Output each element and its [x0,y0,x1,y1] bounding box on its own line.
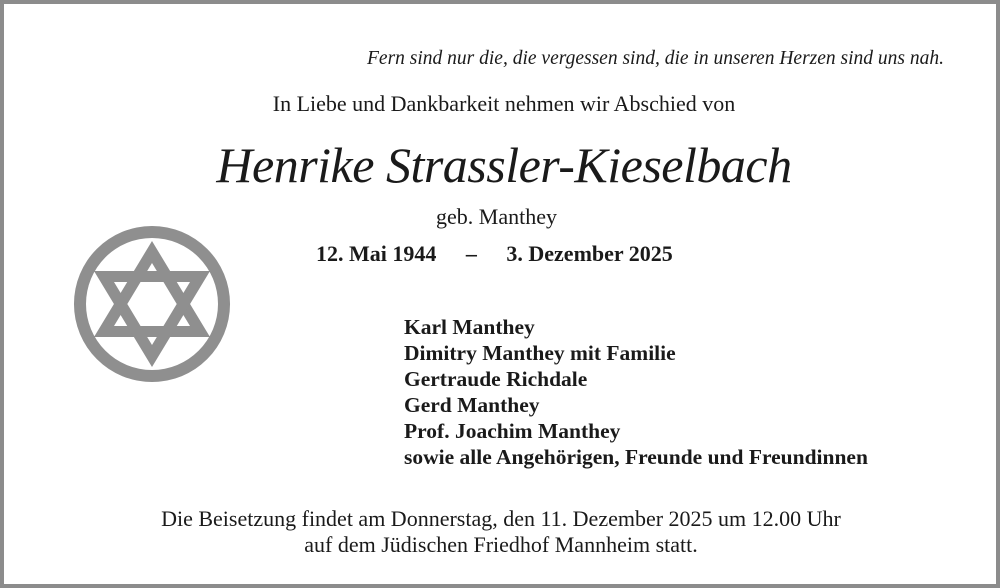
deceased-name: Henrike Strassler-Kieselbach [216,137,792,193]
funeral-notice-line-2: auf dem Jüdischen Friedhof Mannheim statt. [304,532,698,557]
mourner-item: Gertraude Richdale [404,367,588,391]
date-separator: – [465,241,477,266]
intro-text: In Liebe und Dankbarkeit nehmen wir Abschied von [272,91,736,116]
maiden-name: geb. Manthey [436,204,557,229]
mourner-item: sowie alle Angehörigen, Freunde und Freundinnen [404,445,868,469]
life-dates [316,241,673,267]
motto-quote: Fern sind nur die, die vergessen sind, die in unseren Herzen sind uns nah. [367,48,944,69]
death-date: 3. Dezember 2025 [506,241,673,266]
birth-date: 12. Mai 1944 [316,241,437,266]
mourners-list [404,314,868,470]
intro-line [4,91,1000,117]
mourner-item: Dimitry Manthey mit Familie [404,341,676,365]
funeral-notice [4,506,1000,558]
mourner-item: Gerd Manthey [404,393,540,417]
mourner-item: Prof. Joachim Manthey [404,419,621,443]
star-of-david-icon [72,224,232,384]
mourner-item: Karl Manthey [404,315,535,339]
funeral-notice-line-1: Die Beisetzung findet am Donnerstag, den 11. Dezember 2025 um 12.00 Uhr [161,506,841,531]
